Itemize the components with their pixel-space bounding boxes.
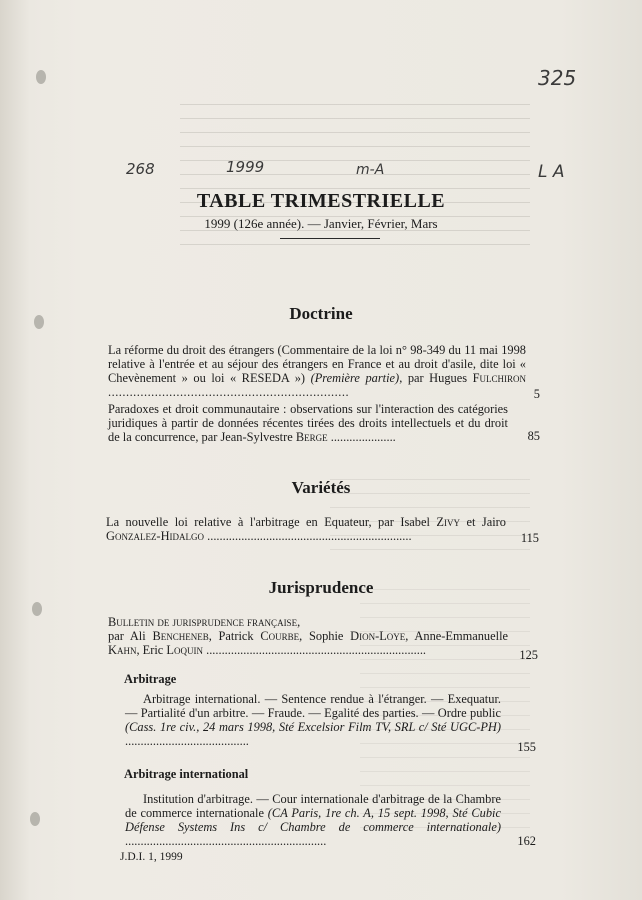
bulletin-author: Courbe	[260, 629, 300, 643]
section-heading-doctrine: Doctrine	[289, 304, 353, 323]
bulletin-author: Patrick	[218, 629, 254, 643]
entry-page-number: 85	[527, 429, 540, 443]
entry-page-number: 125	[519, 648, 538, 662]
entry-text: La réforme du droit des étrangers (Commentaire de la loi n° 98-349 du 11 mai 1998 relative à l'entrée et au séjour des étrangers en France et au droit d'asile, dite loi « Chevènement » ou loi « RESEDA »)	[108, 343, 526, 385]
bulletin-author: Kahn	[108, 643, 137, 657]
section-heading-jurisprudence: Jurisprudence	[268, 578, 374, 597]
bulletin-author: Anne-Emmanuelle	[414, 629, 509, 643]
bulletin-author: Bencheneb	[152, 629, 209, 643]
entry-text: Arbitrage international. — Sentence rendue à l'étranger. — Exequatur. — Partialité d'un arbitre. — Fraude. — Egalité des parties. — Ordre public	[125, 692, 501, 720]
leader-dots: .......................................................................	[206, 643, 427, 657]
entry-text: Paradoxes et droit communautaire : observations sur l'interaction des catégories juridiques à partir de données récentes tirées des droits intellectuels et du droit de la concurrence, par Jean-Sylvestre	[108, 402, 508, 444]
list-item	[108, 343, 526, 399]
handwritten-side-mark: L A	[538, 162, 565, 182]
list-item	[125, 792, 501, 848]
title-divider	[280, 238, 380, 239]
punch-hole	[32, 602, 42, 616]
handwritten-reference: 268	[126, 160, 155, 178]
entry-italic: (CA Paris, 1re ch. A, 15 sept. 1998, Sté Cubic Défense Systems Ins c/ Chambre de commerce internationale)	[125, 806, 501, 834]
entry-italic: (Cass. 1re civ., 24 mars 1998, Sté Excelsior Film TV, SRL c/ Sté UGC-PH)	[125, 720, 501, 734]
leader-dots: ........................................	[125, 734, 249, 748]
bulletin-author: Loquin	[166, 643, 203, 657]
entry-joiner: et Jairo	[466, 515, 506, 529]
list-item	[108, 402, 508, 444]
subheading-arbitrage: Arbitrage	[124, 672, 177, 686]
entry-text: Institution d'arbitrage. — Cour internationale d'arbitrage de la Chambre de commerce internationale	[125, 792, 501, 820]
entry-author-prefix: , par Hugues	[399, 371, 468, 385]
handwritten-page-number: 325	[538, 66, 577, 90]
leader-dots: ...................................................................	[108, 385, 350, 399]
list-item	[125, 692, 501, 748]
bulletin-author: Eric	[142, 643, 164, 657]
leader-dots: .....................	[330, 430, 396, 444]
entry-page-number: 155	[517, 740, 536, 754]
handwritten-year: 1999	[226, 158, 265, 176]
bulletin-title: Bulletin de jurisprudence française,	[108, 615, 301, 629]
page-subtitle: 1999 (126e année). — Janvier, Février, Mars	[204, 216, 438, 231]
bulletin-entry: Bulletin de jurisprudence française, par Ali Bencheneb, Patrick Courbe, Sophie Dion-Loye, Anne-Emmanuelle Kahn, Eric Loquin .......................................................................	[108, 615, 509, 657]
entry-italic: (Première partie)	[310, 371, 400, 385]
bulletin-author: Sophie	[308, 629, 344, 643]
entry-page-number: 162	[517, 834, 536, 848]
entry-author: Gonzalez-Hidalgo	[106, 529, 205, 543]
entry-author: Zivy	[436, 515, 460, 529]
leader-dots: ..................................................................	[207, 529, 412, 543]
entry-page-number: 5	[533, 387, 540, 401]
subheading-arbitrage-international: Arbitrage international	[124, 767, 249, 781]
bulletin-author: Dion-Loye	[350, 629, 406, 643]
handwritten-mark: m-A	[356, 162, 385, 178]
punch-hole	[36, 70, 46, 84]
bulletin-by: par Ali	[108, 629, 146, 643]
page-footer: J.D.I. 1, 1999	[120, 851, 183, 863]
leader-dots: .................................................................	[125, 834, 327, 848]
entry-author: Fulchiron	[472, 371, 526, 385]
entry-author: Berge	[295, 430, 328, 444]
entry-page-number: 115	[520, 531, 539, 545]
list-item	[106, 515, 506, 543]
page-title: TABLE TRIMESTRIELLE	[196, 190, 446, 212]
entry-text: La nouvelle loi relative à l'arbitrage en Equateur, par Isabel	[106, 515, 430, 529]
section-heading-varietes: Variétés	[291, 478, 351, 497]
punch-hole	[30, 812, 40, 826]
